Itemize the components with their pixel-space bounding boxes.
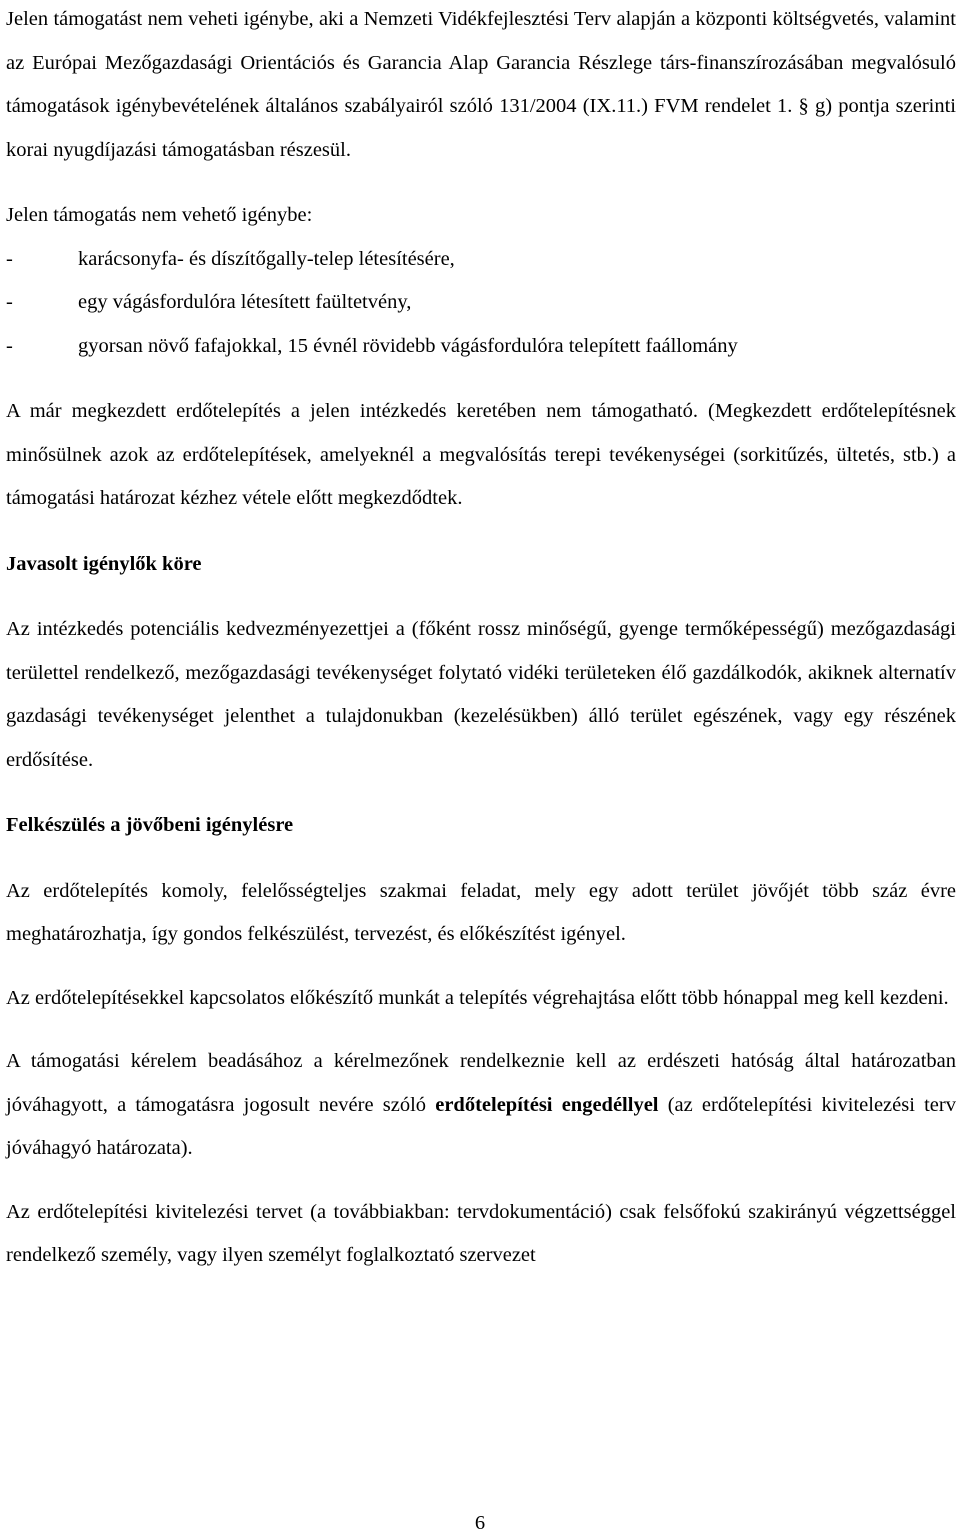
paragraph-afforestation-task: Az erdőtelepítés komoly, felelősségteljes szakmai feladat, mely egy adott terület jövőjét több száz évre meghatározhatja, így gondos felkészülést, tervezést, és előkészítést igényel. [6,879,956,945]
list-item [6,238,956,282]
paragraph-preparation-work: Az erdőtelepítésekkel kapcsolatos előkészítő munkát a telepítés végrehajtása előtt több hónappal meg kell kezdeni. [6,986,949,1009]
heading-preparation: Felkészülés a jövőbeni igénylésre [6,814,294,836]
list-dash: - [6,291,13,313]
list-item [6,281,956,325]
exclusions-list [6,238,956,369]
paragraph-implementation-plan: Az erdőtelepítési kivitelezési tervet (a továbbiakban: tervdokumentáció) csak felsőfokú szakirányú végzettséggel rendelkező személy, vagy ilyen személyt foglalkoztató szervezet [6,1200,956,1266]
paragraph-permit-requirement [6,1040,956,1171]
paragraph-started-afforestation: A már megkezdett erdőtelepítés a jelen intézkedés keretében nem támogatható. (Megkezdett erdőtelepítésnek minősülnek azok az erdőtelepítések, amelyeknél a megvalósítás terepi tevékenységei (sorkitűzés, ültetés, stb.) a támogatási határozat kézhez vétele előtt megkezdődtek. [6,400,956,509]
heading-eligible-applicants: Javasolt igénylők köre [6,552,202,575]
list-item-text: egy vágásfordulóra létesített faültetvény, [78,291,412,313]
document-page [6,0,956,1278]
permit-bold-term: erdőtelepítési engedéllyel [435,1093,659,1116]
paragraph-beneficiaries: Az intézkedés potenciális kedvezményezettjei a (főként rossz minőségű, gyenge termőképességű) mezőgazdasági területtel rendelkező, mezőgazdasági tevékenységet folytató vidéki területeken élő gazdálkodók, akiknek alternatív gazdasági tevékenységet jelenthet a tulajdonukban (kezelésükben) álló terület egészének, vagy egy részének erdősítése. [6,618,956,771]
permit-text-after: (az erdőtelepítési kivitelezési terv jóváhagyó határozata). [6,1093,956,1159]
list-item-text: gyorsan növő fafajokkal, 15 évnél rövidebb vágásfordulóra telepített faállomány [78,334,738,357]
permit-text-before: A támogatási kérelem beadásához a kérelmezőnek rendelkeznie kell az erdészeti hatóság által határozatban jóváhagyott, a támogatásra jogosult nevére szóló [6,1050,956,1116]
paragraph-exclusions-intro: Jelen támogatás nem vehető igénybe: [6,204,313,226]
list-item-text: karácsonyfa- és díszítőgally-telep létesítésére, [78,247,455,270]
list-dash: - [6,334,13,357]
list-dash: - [6,247,13,270]
page-number: 6 [474,1512,486,1534]
list-item [6,325,956,369]
paragraph-early-retirement: Jelen támogatást nem veheti igénybe, aki a Nemzeti Vidékfejlesztési Terv alapján a központi költségvetés, valamint az Európai Mezőgazdasági Orientációs és Garancia Alap Garancia Részlege társ-finanszírozásában megvalósuló támogatások igénybevételének általános szabályairól szóló 131/2004 (IX.11.) FVM rendelet 1. § g) pontja szerinti korai nyugdíjazási támogatásban részesül. [6,8,956,161]
